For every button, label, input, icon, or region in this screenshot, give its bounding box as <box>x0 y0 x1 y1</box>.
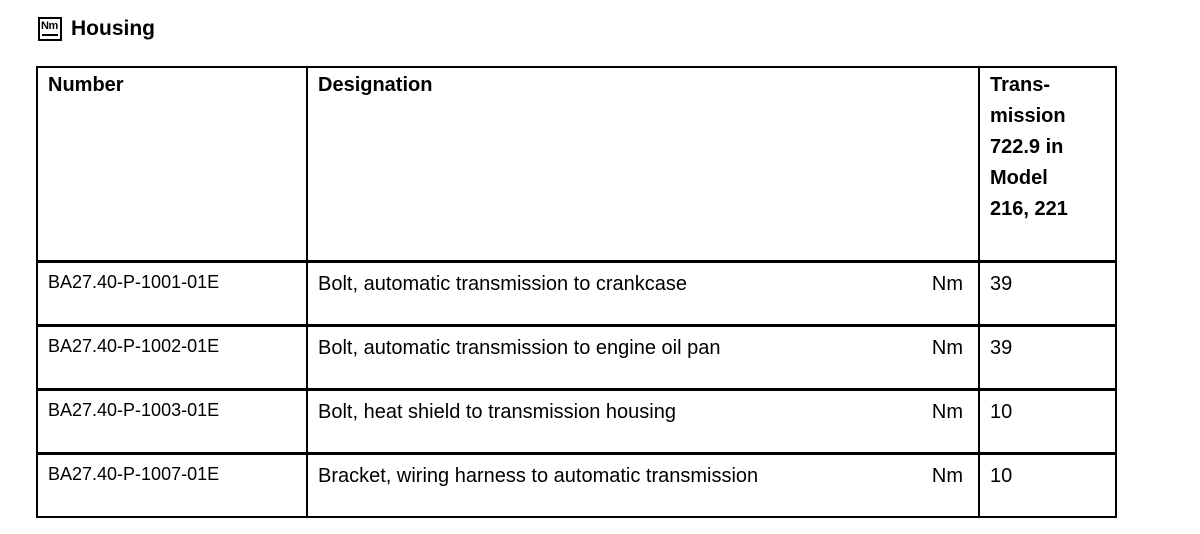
unit-text: Nm <box>931 273 963 295</box>
header-transmission <box>979 67 1116 262</box>
header-transmission-line: Trans- <box>990 74 1051 96</box>
table-row <box>37 262 1116 326</box>
unit-text: Nm <box>931 401 963 423</box>
table-header-row <box>37 67 1116 262</box>
row-designation <box>307 390 979 454</box>
row-number: BA27.40-P-1007-01E <box>37 454 307 518</box>
row-value: 10 <box>979 390 1116 454</box>
header-designation: Designation <box>307 67 979 262</box>
row-designation <box>307 454 979 518</box>
designation-text: Bolt, heat shield to transmission housing <box>318 401 676 423</box>
row-number: BA27.40-P-1001-01E <box>37 262 307 326</box>
header-transmission-line: 216, 221 <box>990 198 1068 220</box>
torque-icon-label: Nm <box>41 20 58 32</box>
designation-text: Bracket, wiring harness to automatic transmission <box>318 465 759 487</box>
unit-text: Nm <box>931 337 963 359</box>
header-number: Number <box>37 67 307 262</box>
row-value: 39 <box>979 262 1116 326</box>
torque-nm-icon <box>38 17 62 41</box>
table-row <box>37 326 1116 390</box>
row-number: BA27.40-P-1003-01E <box>37 390 307 454</box>
section-heading <box>38 14 155 44</box>
unit-text: Nm <box>931 465 963 487</box>
table-row <box>37 454 1116 518</box>
row-value: 10 <box>979 454 1116 518</box>
designation-text: Bolt, automatic transmission to crankcase <box>318 273 688 295</box>
designation-text: Bolt, automatic transmission to engine oil pan <box>318 337 721 359</box>
torque-table <box>36 66 1117 518</box>
row-value: 39 <box>979 326 1116 390</box>
row-designation <box>307 326 979 390</box>
row-designation <box>307 262 979 326</box>
header-transmission-line: 722.9 in <box>990 136 1064 158</box>
header-transmission-line: Model <box>990 167 1048 189</box>
row-number: BA27.40-P-1002-01E <box>37 326 307 390</box>
header-transmission-line: mission <box>990 105 1066 127</box>
table-row <box>37 390 1116 454</box>
section-title: Housing <box>71 17 155 40</box>
